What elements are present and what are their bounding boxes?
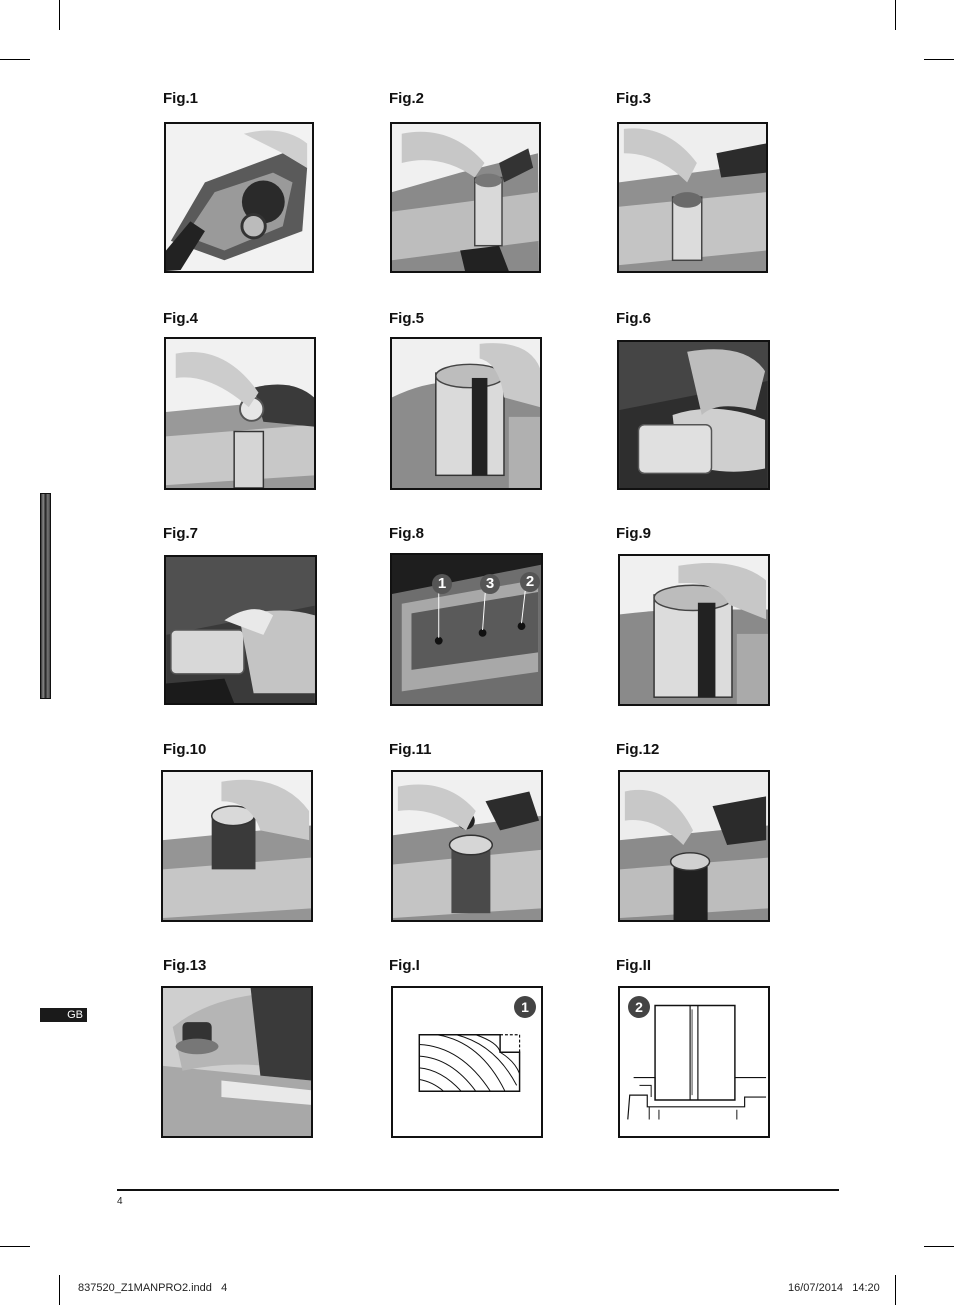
fig-7-image (164, 555, 317, 705)
callout-1: 1 (432, 574, 452, 594)
callout-3: 3 (480, 574, 500, 594)
fig-7-label: Fig.7 (163, 525, 199, 542)
fig-i-label: Fig.I (389, 957, 420, 974)
fig-13-label: Fig.13 (163, 957, 207, 974)
fig-11-label: Fig.11 (389, 741, 432, 758)
cutter-block-closeup-icon (392, 339, 540, 488)
nut-fitting-photo-icon (393, 772, 541, 920)
crop-mark (924, 1246, 954, 1247)
fig-6-image (617, 340, 770, 490)
fig-5-label: Fig.5 (389, 310, 425, 327)
cutter-block-photo-icon (392, 124, 539, 271)
language-tab: GB (40, 1008, 87, 1022)
cleaning-cloth-photo-icon (619, 342, 768, 488)
tightening-photo-icon (620, 772, 768, 920)
crop-mark (59, 1275, 60, 1305)
footer-rule (117, 1189, 839, 1191)
fig-4-label: Fig.4 (163, 310, 199, 327)
crop-mark (924, 59, 954, 60)
fig-9-image (618, 554, 770, 706)
fig-9-label: Fig.9 (616, 525, 652, 542)
callout-1: 1 (514, 996, 536, 1018)
fig-1-image (164, 122, 314, 273)
fig-4-image (164, 337, 316, 490)
fig-12-label: Fig.12 (616, 741, 660, 758)
crop-mark (0, 59, 30, 60)
fig-3-label: Fig.3 (616, 90, 652, 107)
fig-2-image (390, 122, 541, 273)
fig-ii-diagram (618, 986, 770, 1138)
cleaning-blade-photo-icon (166, 557, 315, 703)
side-tab-strip (40, 493, 51, 699)
crop-mark (0, 1246, 30, 1247)
fig-6-label: Fig.6 (616, 310, 652, 327)
depth-knob-photo-icon (163, 988, 311, 1136)
fig-8-label: Fig.8 (389, 525, 425, 542)
fig-13-image (161, 986, 313, 1138)
fig-10-label: Fig.10 (163, 741, 207, 758)
cutter-cover-photo-icon (163, 772, 311, 920)
fig-2-label: Fig.2 (389, 90, 425, 107)
fig-i-diagram (391, 986, 543, 1138)
fig-1-label: Fig.1 (163, 90, 199, 107)
planer-photo-icon (166, 124, 312, 271)
callout-2: 2 (628, 996, 650, 1018)
cutter-block-photo-icon (619, 124, 766, 271)
file-slug: 837520_Z1MANPRO2.indd 4 (78, 1282, 228, 1294)
page-number: 4 (117, 1196, 123, 1207)
crop-mark (59, 0, 60, 30)
cutter-block-closeup-icon (620, 556, 768, 704)
blade-screws-photo-icon (392, 555, 541, 704)
fig-ii-label: Fig.II (616, 957, 651, 974)
crop-mark (895, 0, 896, 30)
fig-10-image (161, 770, 313, 922)
fig-12-image (618, 770, 770, 922)
fig-11-image (391, 770, 543, 922)
crop-mark (895, 1275, 896, 1305)
print-timestamp: 16/07/2014 14:20 (788, 1282, 880, 1294)
nut-removal-photo-icon (166, 339, 314, 488)
callout-2: 2 (520, 572, 540, 592)
fig-8-image (390, 553, 543, 706)
fig-3-image (617, 122, 768, 273)
fig-5-image (390, 337, 542, 490)
